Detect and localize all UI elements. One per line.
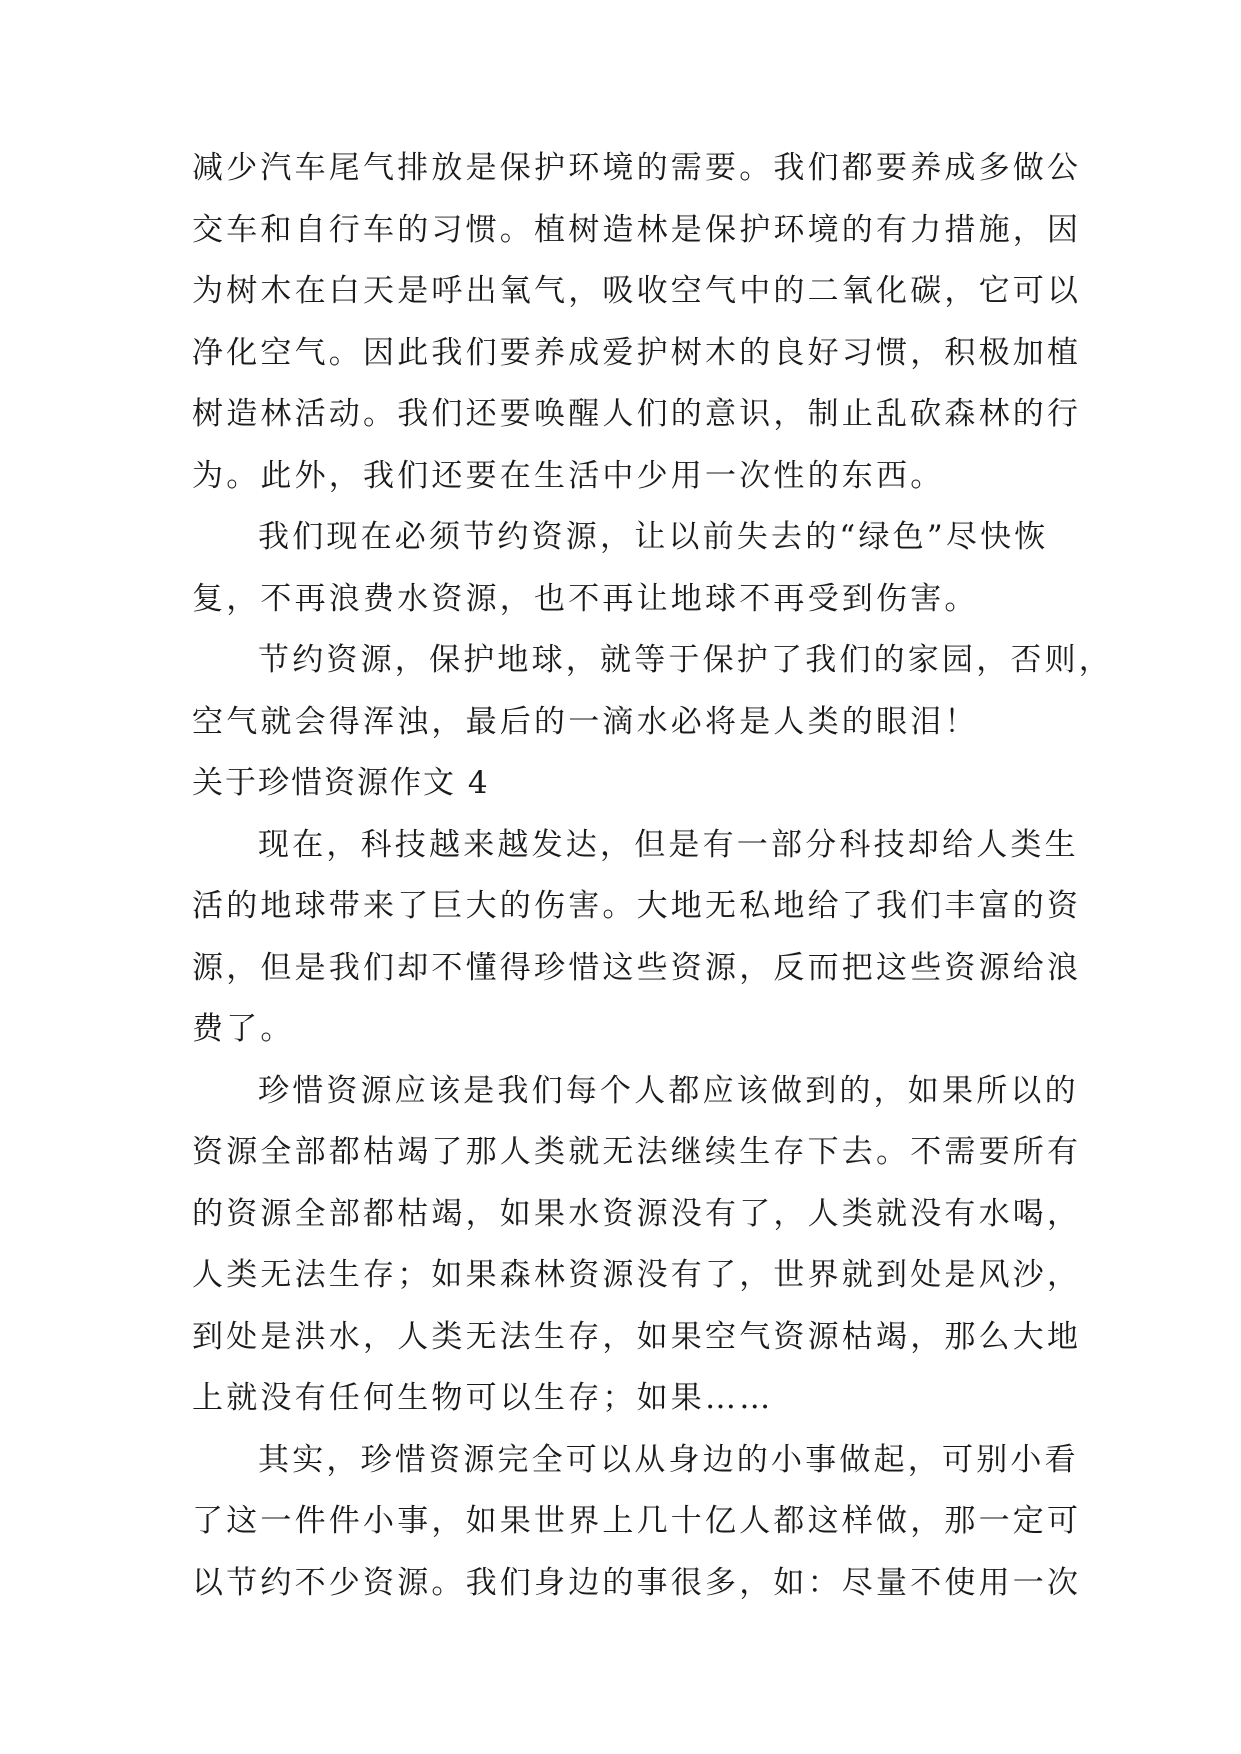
text-line: 交车和自行车的习惯。植树造林是保护环境的有力措施，因 xyxy=(192,211,1082,248)
essay-heading: 关于珍惜资源作文 4 xyxy=(192,765,490,801)
text-line: 为树木在白天是呼出氧气，吸收空气中的二氧化碳，它可以 xyxy=(192,273,1082,309)
text-line: 了这一件件小事，如果世界上几十亿人都这样做，那一定可 xyxy=(192,1503,1082,1539)
text-line: 以节约不少资源。我们身边的事很多，如：尽量不使用一次 xyxy=(192,1564,1082,1601)
text-line: 到处是洪水，人类无法生存，如果空气资源枯竭，那么大地 xyxy=(192,1318,1082,1355)
text-line: 珍惜资源应该是我们每个人都应该做到的，如果所以的 xyxy=(258,1072,1079,1109)
text-line: 费了。 xyxy=(192,1011,295,1047)
document-body xyxy=(192,138,1113,1614)
text-line: 人类无法生存；如果森林资源没有了，世界就到处是风沙， xyxy=(192,1257,1082,1293)
text-line: 的资源全部都枯竭，如果水资源没有了，人类就没有水喝， xyxy=(192,1195,1082,1232)
text-line: 现在，科技越来越发达，但是有一部分科技却给人类生 xyxy=(258,826,1079,863)
paragraph xyxy=(192,1061,1082,1430)
text-line: 空气就会得浑浊，最后的一滴水必将是人类的眼泪！ xyxy=(192,703,979,740)
paragraph xyxy=(192,815,1082,1061)
text-line: 为。此外，我们还要在生活中少用一次性的东西。 xyxy=(192,457,945,494)
text-line: 净化空气。因此我们要养成爱护树木的良好习惯，积极加植 xyxy=(192,334,1082,371)
paragraph xyxy=(192,1430,1082,1615)
text-line: 其实，珍惜资源完全可以从身边的小事做起，可别小看 xyxy=(258,1441,1079,1478)
text-line: 资源全部都枯竭了那人类就无法继续生存下去。不需要所有 xyxy=(192,1134,1082,1170)
paragraph xyxy=(192,630,1113,753)
text-line: 活的地球带来了巨大的伤害。大地无私地给了我们丰富的资 xyxy=(192,888,1082,924)
text-line: 减少汽车尾气排放是保护环境的需要。我们都要养成多做公 xyxy=(192,150,1082,186)
text-line: 节约资源，保护地球，就等于保护了我们的家园，否则， xyxy=(258,642,1113,678)
paragraph-continued xyxy=(192,138,1082,507)
text-line: 上就没有任何生物可以生存；如果…… xyxy=(192,1380,774,1416)
paragraph xyxy=(192,507,1058,630)
text-line: 源，但是我们却不懂得珍惜这些资源，反而把这些资源给浪 xyxy=(192,949,1082,986)
text-line: 树造林活动。我们还要唤醒人们的意识，制止乱砍森林的行 xyxy=(192,396,1082,432)
text-line: 复，不再浪费水资源，也不再让地球不再受到伤害。 xyxy=(192,580,979,617)
text-line: 我们现在必须节约资源，让以前失去的“绿色”尽快恢 xyxy=(258,519,1049,555)
